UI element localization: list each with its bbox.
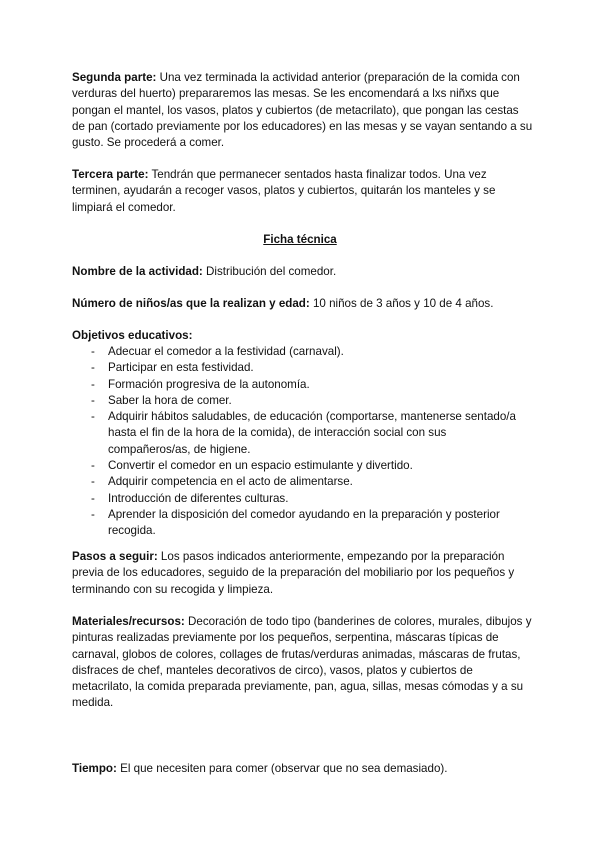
tercera-parte-label: Tercera parte: <box>72 168 149 181</box>
list-item-text: Adquirir competencia en el acto de alimentarse. <box>108 475 353 489</box>
materiales-label: Materiales/recursos: <box>72 615 185 628</box>
numero-ninos-paragraph <box>72 296 534 312</box>
pasos-label: Pasos a seguir: <box>72 550 158 563</box>
list-item <box>72 344 532 360</box>
list-dash: - <box>91 507 95 521</box>
list-item <box>72 360 532 376</box>
ficha-tecnica-title: Ficha técnica <box>263 233 337 246</box>
objetivos-heading <box>72 328 534 344</box>
nombre-actividad-label: Nombre de la actividad: <box>72 265 203 278</box>
list-dash: - <box>91 361 95 375</box>
tercera-parte-paragraph <box>72 167 534 216</box>
tiempo-paragraph <box>72 761 534 777</box>
list-dash: - <box>91 459 95 473</box>
list-item-text: Aprender la disposición del comedor ayudando en la preparación y posterior recogida. <box>108 507 500 538</box>
list-dash: - <box>91 410 95 424</box>
objetivos-list <box>72 344 532 540</box>
list-item-text: Participar en esta festividad. <box>108 361 254 375</box>
pasos-text: Los pasos indicados anteriormente, empezando por la preparación previa de los educadores, seguido de la preparación del mobiliario por los pequeños y terminando con su recogida y limpieza. <box>72 550 515 596</box>
list-item <box>72 491 532 507</box>
list-dash: - <box>91 475 95 489</box>
list-dash: - <box>91 491 95 505</box>
list-item-text: Adquirir hábitos saludables, de educación (comportarse, mantenerse sentado/a hasta el fin de la hora de la comida), de interacción social con sus compañeros/as, de higiene. <box>108 410 516 456</box>
objetivos-label: Objetivos educativos: <box>72 329 193 342</box>
tiempo-text: El que necesiten para comer (observar que no sea demasiado). <box>116 762 448 775</box>
list-item <box>72 474 532 490</box>
pasos-paragraph <box>72 549 534 598</box>
list-item <box>72 409 532 458</box>
list-dash: - <box>91 377 95 391</box>
nombre-actividad-text: Distribución del comedor. <box>202 265 337 278</box>
segunda-parte-text: Una vez terminada la actividad anterior (preparación de la comida con verduras del huerto) prepararemos las mesas. Se les encomendará a lxs niñxs que pongan el mantel, los vasos, platos y cubiertos (de metacrilato), que pongan las cestas de pan (cortado previamente por los educadores) en las mesas y se vayan sentando a su gusto. Se procederá a comer. <box>72 71 533 150</box>
list-item-text: Convertir el comedor en un espacio estimulante y divertido. <box>108 459 413 473</box>
list-item-text: Formación progresiva de la autonomía. <box>108 377 310 391</box>
materiales-text: Decoración de todo tipo (banderines de colores, murales, dibujos y pinturas realizadas previamente por los pequeños, serpentina, máscaras típicas de carnaval, globos de colores, collages de frutas/verduras animadas, máscaras de frutas, disfraces de chef, manteles decorativos de circo), vasos, platos y cubiertos de metacrilato, la comida preparada previamente, pan, agua, sillas, mesas cómodas y a su medida. <box>72 615 532 710</box>
list-item-text: Saber la hora de comer. <box>108 393 232 407</box>
list-item-text: Adecuar el comedor a la festividad (carnaval). <box>108 345 344 358</box>
list-item <box>72 393 532 409</box>
list-item <box>72 458 532 474</box>
list-dash: - <box>91 345 95 358</box>
nombre-actividad-paragraph <box>72 264 534 280</box>
numero-ninos-text: 10 niños de 3 años y 10 de 4 años. <box>309 297 494 310</box>
list-dash: - <box>91 393 95 407</box>
list-item-text: Introducción de diferentes culturas. <box>108 491 289 505</box>
list-item <box>72 507 532 540</box>
numero-ninos-label: Número de niños/as que la realizan y edad: <box>72 297 310 310</box>
segunda-parte-paragraph <box>72 70 534 151</box>
tercera-parte-text: Tendrán que permanecer sentados hasta finalizar todos. Una vez terminen, ayudarán a recoger vasos, platos y cubiertos, quitarán los manteles y se limpiará el comedor. <box>72 168 496 214</box>
materiales-paragraph <box>72 614 534 712</box>
segunda-parte-label: Segunda parte: <box>72 71 157 84</box>
tiempo-label: Tiempo: <box>72 762 117 775</box>
list-item <box>72 377 532 393</box>
